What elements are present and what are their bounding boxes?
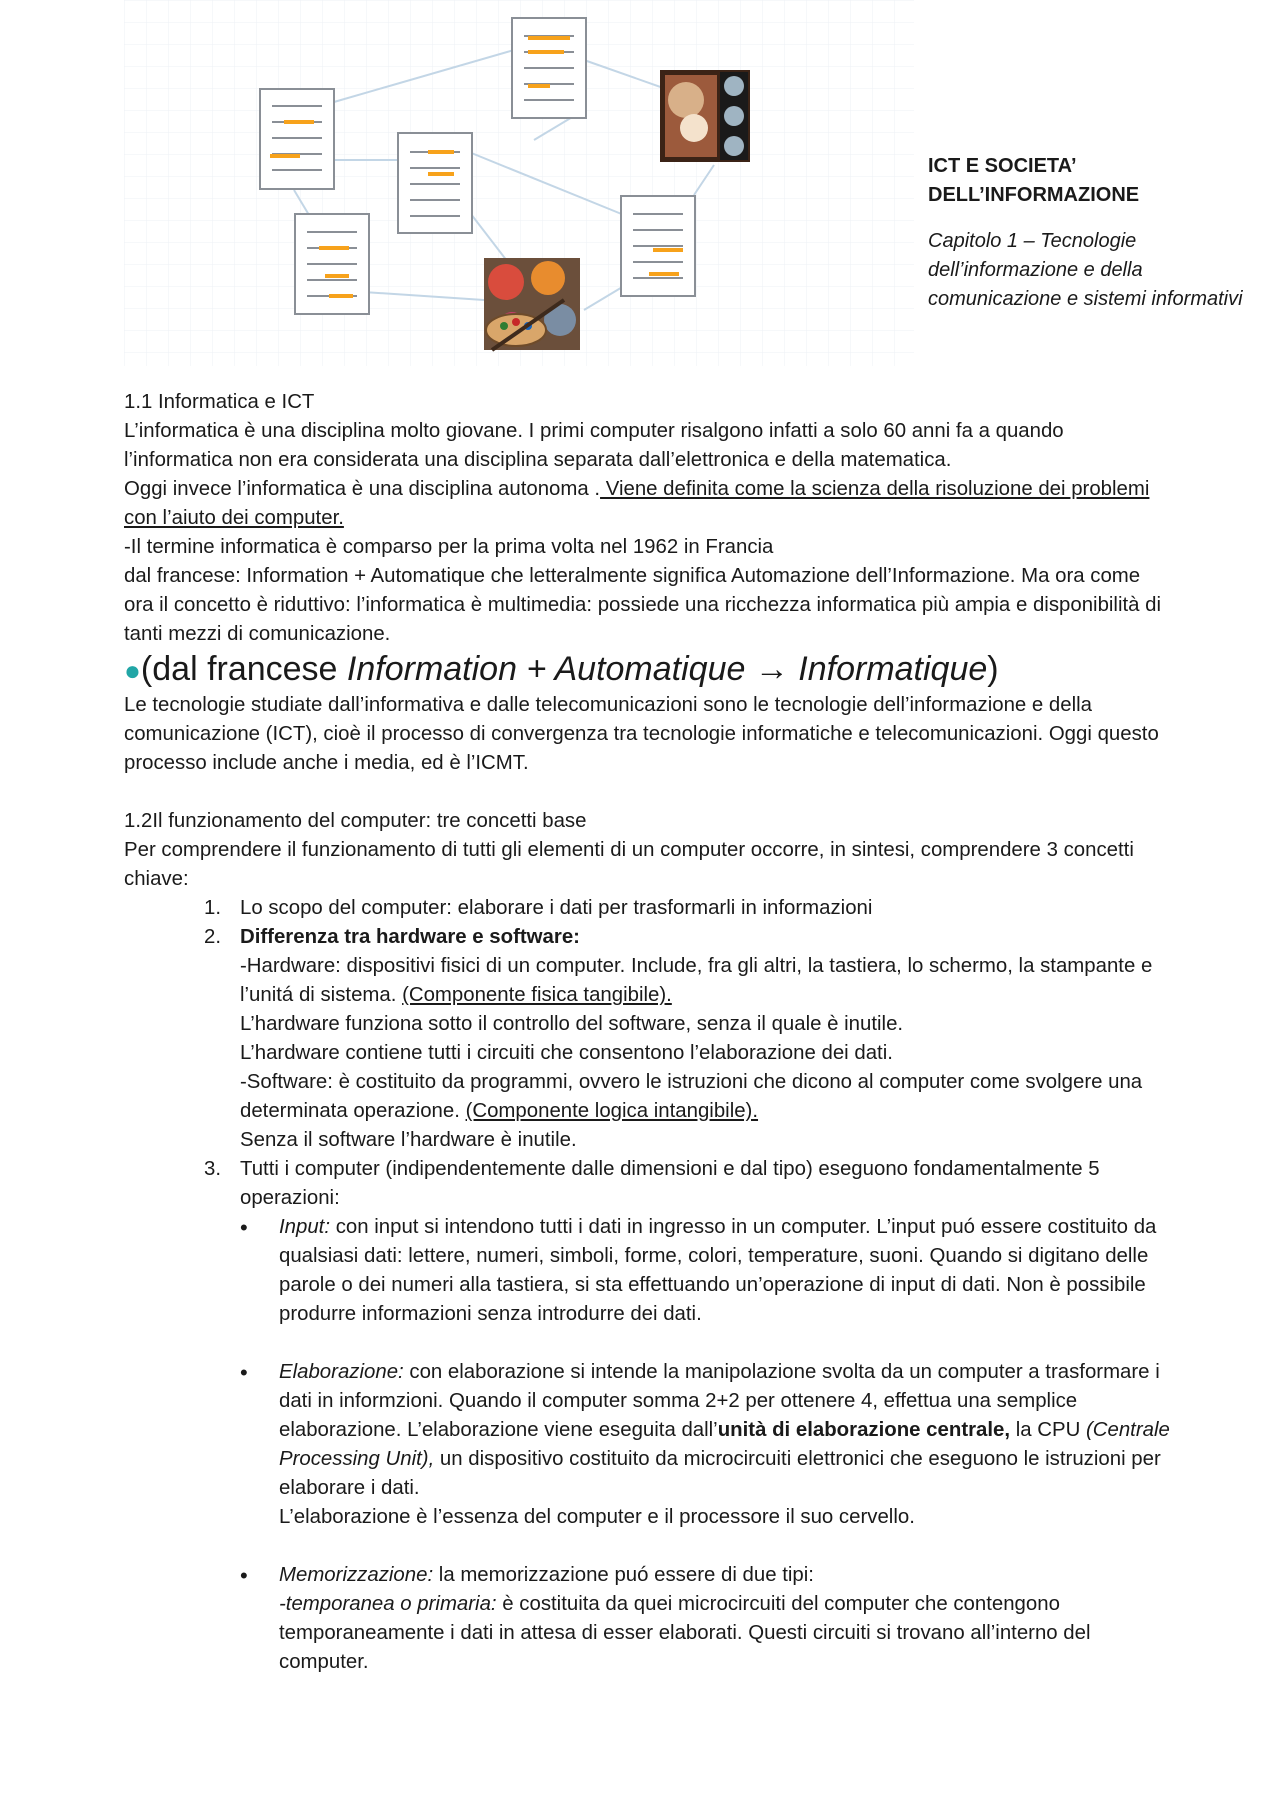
bullet-item-input: • Input: con input si intendono tutti i dati in ingresso in un computer. L’input puó essere costituito da qualsiasi dati: lettere, numeri, simboli, forme, colori, temperature, suoni. Quando si digitano delle parole o dei numeri alla tastiera, si sta effettuando un’operazione di input di dati. Non è possibile produrre informazioni senza introdurre dei dati. bbox=[240, 1215, 1157, 1325]
definition-underlined: Viene definita come la scienza della risoluzione dei problemi con l’aiuto dei computer. bbox=[124, 478, 1150, 529]
hero-illustration bbox=[124, 0, 914, 366]
paragraph: L’hardware contiene tutti i circuiti che consentono l’elaborazione dei dati. bbox=[240, 1042, 893, 1064]
list-item: 3. Tutti i computer (indipendentemente dalle dimensioni e dal tipo) eseguono fondamentalmente 5 operazioni: bbox=[204, 1158, 1100, 1209]
paragraph: -temporanea o primaria: è costituita da quei microcircuiti del computer che contengono temporaneamente i dati in attesa di esser elaborati. Questi circuiti si trovano all’interno del computer. bbox=[279, 1593, 1091, 1673]
paragraph: Senza il software l’hardware è inutile. bbox=[240, 1129, 577, 1151]
network-diagram bbox=[124, 0, 914, 366]
chapter-title-block bbox=[928, 152, 1258, 314]
paragraph: -Software: è costituito da programmi, ovvero le istruzioni che dicono al computer come svolgere una determinata operazione. (Componente logica intangibile). bbox=[240, 1071, 1143, 1122]
palette-icon bbox=[484, 258, 580, 350]
document-icon bbox=[512, 18, 586, 118]
paragraph: dal francese: Information + Automatique che letteralmente significa Automazione dell’Informazione. Ma ora come ora il concetto è riduttivo: l’informatica è multimedia: possiede una ricchezza informatica più ampia e disponibilità di tanti mezzi di comunicazione. bbox=[124, 565, 1162, 645]
list-item: 2. Differenza tra hardware e software: bbox=[204, 926, 580, 948]
bullet-item-memorizzazione: • Memorizzazione: la memorizzazione puó essere di due tipi: bbox=[240, 1563, 814, 1588]
paragraph: L’elaborazione è l’essenza del computer e il processore il suo cervello. bbox=[279, 1506, 915, 1528]
paragraph: Per comprendere il funzionamento di tutti gli elementi di un computer occorre, in sintesi, comprendere 3 concetti chiave: bbox=[124, 839, 1134, 890]
bullet-item-elaborazione: • Elaborazione: con elaborazione si intende la manipolazione svolta da un computer a trasformare i dati in informzioni. Quando il computer somma 2+2 per ottenere 4, effettua una semplice elaborazione. L’elaborazione viene eseguita dall’unità di elaborazione centrale, la CPU (Centrale Processing Unit), un dispositivo costituito da microcircuiti elettronici che eseguono le istruzioni per elaborare i dati. bbox=[240, 1360, 1170, 1499]
document-body bbox=[124, 388, 1174, 1677]
film-strip-icon bbox=[660, 70, 750, 162]
paragraph: -Il termine informatica è comparso per la prima volta nel 1962 in Francia bbox=[124, 536, 774, 558]
paragraph: L’hardware funziona sotto il controllo del software, senza il quale è inutile. bbox=[240, 1013, 904, 1035]
document-icon bbox=[398, 133, 472, 233]
section-heading: 1.1 Informatica e ICT bbox=[124, 391, 315, 413]
section-heading: 1.2Il funzionamento del computer: tre concetti base bbox=[124, 810, 587, 832]
paragraph: Oggi invece l’informatica è una disciplina autonoma . Viene definita come la scienza della risoluzione dei problemi con l’aiuto dei computer. bbox=[124, 478, 1150, 529]
etymology-callout: ●(dal francese Information + Automatique → Informatique) bbox=[124, 650, 999, 688]
document-icon bbox=[295, 214, 369, 314]
document-icon bbox=[621, 196, 695, 296]
chapter-subtitle: Capitolo 1 – Tecnologie dell’informazione e della comunicazione e sistemi informativi bbox=[928, 230, 1243, 310]
paragraph: -Hardware: dispositivi fisici di un computer. Include, fra gli altri, la tastiera, lo schermo, la stampante e l’unitá di sistema. (Componente fisica tangibile). bbox=[240, 955, 1153, 1006]
bullet-dot-icon: ● bbox=[124, 655, 141, 686]
list-item: 1. Lo scopo del computer: elaborare i dati per trasformarli in informazioni bbox=[204, 897, 873, 919]
document-title: ICT E SOCIETA’ DELL’INFORMAZIONE bbox=[928, 155, 1140, 206]
paragraph: L’informatica è una disciplina molto giovane. I primi computer risalgono infatti a solo 60 anni fa a quando l’informatica non era considerata una disciplina separata dall’elettronica e della matematica. bbox=[124, 420, 1064, 471]
document-icon bbox=[260, 89, 334, 189]
paragraph: Le tecnologie studiate dall’informativa e dalle telecomunicazioni sono le tecnologie dell’informazione e della comunicazione (ICT), cioè il processo di convergenza tra tecnologie informatiche e telecomunicazioni. Oggi questo processo include anche i media, ed è l’ICMT. bbox=[124, 694, 1159, 774]
